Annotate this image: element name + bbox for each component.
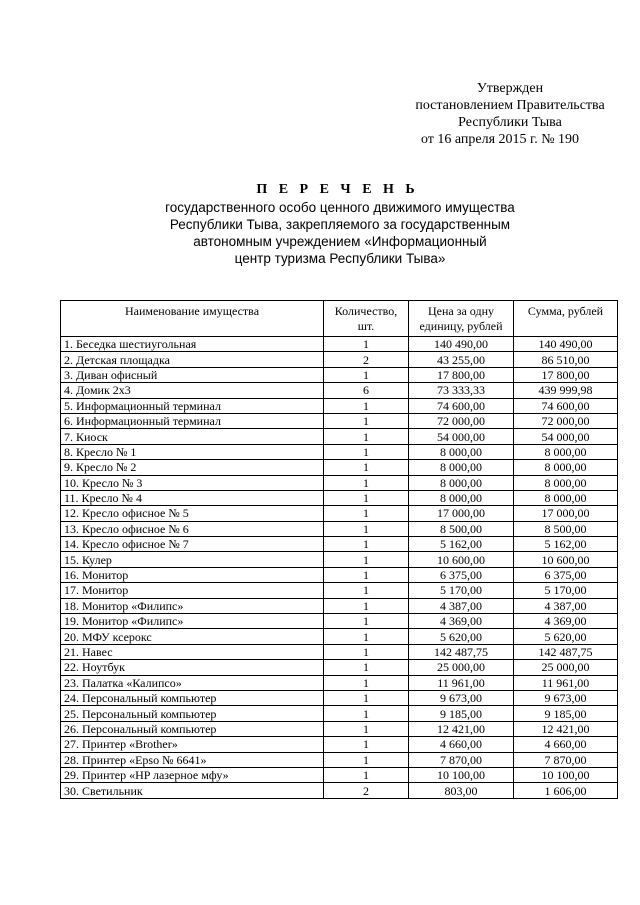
table-header-row <box>61 301 618 337</box>
cell-qty: 1 <box>324 614 409 629</box>
cell-qty: 1 <box>324 706 409 721</box>
cell-sum: 10 100,00 <box>514 767 618 782</box>
cell-sum: 7 870,00 <box>514 752 618 767</box>
cell-price: 17 800,00 <box>409 367 514 382</box>
cell-name: 22. Ноутбук <box>61 660 324 675</box>
cell-sum: 74 600,00 <box>514 398 618 413</box>
header-qty: Количество, шт. <box>324 301 409 337</box>
cell-sum: 142 487,75 <box>514 644 618 659</box>
table-row <box>61 675 618 690</box>
cell-price: 11 961,00 <box>409 675 514 690</box>
cell-name: 29. Принтер «HP лазерное мфу» <box>61 767 324 782</box>
table-row <box>61 690 618 705</box>
cell-qty: 1 <box>324 675 409 690</box>
cell-name: 5. Информационный терминал <box>61 398 324 413</box>
table-row <box>61 398 618 413</box>
cell-sum: 140 490,00 <box>514 337 618 352</box>
table-row <box>61 721 618 736</box>
cell-qty: 1 <box>324 506 409 521</box>
cell-name: 16. Монитор <box>61 567 324 582</box>
cell-price: 4 387,00 <box>409 598 514 613</box>
cell-qty: 1 <box>324 567 409 582</box>
cell-name: 9. Кресло № 2 <box>61 460 324 475</box>
cell-price: 73 333,33 <box>409 383 514 398</box>
cell-qty: 1 <box>324 660 409 675</box>
cell-price: 8 000,00 <box>409 490 514 505</box>
cell-sum: 8 500,00 <box>514 521 618 536</box>
header-price: Цена за одну единицу, рублей <box>409 301 514 337</box>
cell-sum: 17 000,00 <box>514 506 618 521</box>
cell-price: 54 000,00 <box>409 429 514 444</box>
subtitle-line-4: центр туризма Республики Тыва» <box>234 251 446 266</box>
cell-sum: 12 421,00 <box>514 721 618 736</box>
approval-line-3: Республики Тыва <box>458 115 562 130</box>
cell-name: 14. Кресло офисное № 7 <box>61 537 324 552</box>
cell-name: 27. Принтер «Brother» <box>61 737 324 752</box>
cell-sum: 11 961,00 <box>514 675 618 690</box>
cell-name: 8. Кресло № 1 <box>61 444 324 459</box>
subtitle-line-3: автономным учреждением «Информационный <box>193 234 487 249</box>
cell-sum: 10 600,00 <box>514 552 618 567</box>
table-row <box>61 475 618 490</box>
cell-name: 10. Кресло № 3 <box>61 475 324 490</box>
cell-name: 19. Монитор «Филипс» <box>61 614 324 629</box>
cell-price: 7 870,00 <box>409 752 514 767</box>
cell-name: 30. Светильник <box>61 783 324 798</box>
property-table <box>60 300 618 799</box>
cell-name: 4. Домик 2х3 <box>61 383 324 398</box>
cell-price: 5 170,00 <box>409 583 514 598</box>
cell-price: 5 162,00 <box>409 537 514 552</box>
table-row <box>61 644 618 659</box>
cell-qty: 1 <box>324 537 409 552</box>
cell-qty: 1 <box>324 490 409 505</box>
cell-price: 10 100,00 <box>409 767 514 782</box>
cell-name: 12. Кресло офисное № 5 <box>61 506 324 521</box>
table-row <box>61 706 618 721</box>
cell-sum: 1 606,00 <box>514 783 618 798</box>
table-row <box>61 629 618 644</box>
table-row <box>61 598 618 613</box>
table-row <box>61 506 618 521</box>
approval-block <box>400 80 620 148</box>
table-row <box>61 352 618 367</box>
cell-qty: 1 <box>324 767 409 782</box>
document-title: П Е Р Е Ч Е Н Ь <box>256 182 419 197</box>
cell-sum: 439 999,98 <box>514 383 618 398</box>
table-row <box>61 614 618 629</box>
cell-name: 3. Диван офисный <box>61 367 324 382</box>
cell-price: 4 660,00 <box>409 737 514 752</box>
cell-sum: 5 162,00 <box>514 537 618 552</box>
table-row <box>61 521 618 536</box>
cell-name: 28. Принтер «Epso № 6641» <box>61 752 324 767</box>
cell-price: 12 421,00 <box>409 721 514 736</box>
table-row <box>61 660 618 675</box>
cell-name: 15. Кулер <box>61 552 324 567</box>
cell-name: 20. МФУ ксерокс <box>61 629 324 644</box>
table-row <box>61 752 618 767</box>
table-row <box>61 737 618 752</box>
table-row <box>61 552 618 567</box>
table-row <box>61 429 618 444</box>
cell-name: 26. Персональный компьютер <box>61 721 324 736</box>
cell-price: 9 185,00 <box>409 706 514 721</box>
cell-price: 17 000,00 <box>409 506 514 521</box>
cell-name: 17. Монитор <box>61 583 324 598</box>
cell-name: 21. Навес <box>61 644 324 659</box>
cell-qty: 1 <box>324 629 409 644</box>
cell-price: 74 600,00 <box>409 398 514 413</box>
cell-qty: 1 <box>324 460 409 475</box>
table-row <box>61 367 618 382</box>
cell-sum: 4 369,00 <box>514 614 618 629</box>
table-row <box>61 337 618 352</box>
cell-qty: 6 <box>324 383 409 398</box>
cell-qty: 1 <box>324 598 409 613</box>
table-row <box>61 583 618 598</box>
cell-price: 4 369,00 <box>409 614 514 629</box>
cell-sum: 9 185,00 <box>514 706 618 721</box>
table-row <box>61 567 618 582</box>
cell-qty: 1 <box>324 475 409 490</box>
cell-price: 5 620,00 <box>409 629 514 644</box>
cell-qty: 1 <box>324 429 409 444</box>
subtitle-line-1: государственного особо ценного движимого имущества <box>165 200 515 215</box>
cell-price: 25 000,00 <box>409 660 514 675</box>
table-row <box>61 383 618 398</box>
cell-name: 23. Палатка «Калипсо» <box>61 675 324 690</box>
cell-sum: 8 000,00 <box>514 460 618 475</box>
cell-sum: 5 620,00 <box>514 629 618 644</box>
approval-line-2: постановлением Правительства <box>415 98 605 113</box>
cell-sum: 4 660,00 <box>514 737 618 752</box>
cell-qty: 1 <box>324 521 409 536</box>
cell-name: 13. Кресло офисное № 6 <box>61 521 324 536</box>
table-row <box>61 444 618 459</box>
cell-price: 6 375,00 <box>409 567 514 582</box>
cell-qty: 1 <box>324 444 409 459</box>
cell-sum: 54 000,00 <box>514 429 618 444</box>
table-row <box>61 490 618 505</box>
cell-name: 6. Информационный терминал <box>61 413 324 428</box>
cell-name: 2. Детская площадка <box>61 352 324 367</box>
cell-sum: 8 000,00 <box>514 475 618 490</box>
cell-price: 43 255,00 <box>409 352 514 367</box>
cell-name: 18. Монитор «Филипс» <box>61 598 324 613</box>
table-row <box>61 767 618 782</box>
cell-price: 142 487,75 <box>409 644 514 659</box>
approval-line-4: от 16 апреля 2015 г. № 190 <box>420 132 580 147</box>
cell-name: 11. Кресло № 4 <box>61 490 324 505</box>
table-row <box>61 537 618 552</box>
cell-price: 8 000,00 <box>409 444 514 459</box>
document-heading <box>110 181 570 267</box>
cell-qty: 1 <box>324 552 409 567</box>
cell-sum: 86 510,00 <box>514 352 618 367</box>
cell-name: 1. Беседка шестиугольная <box>61 337 324 352</box>
cell-sum: 25 000,00 <box>514 660 618 675</box>
cell-qty: 2 <box>324 783 409 798</box>
header-name: Наименование имущества <box>61 301 324 337</box>
cell-price: 8 000,00 <box>409 460 514 475</box>
cell-sum: 8 000,00 <box>514 444 618 459</box>
cell-price: 8 500,00 <box>409 521 514 536</box>
cell-sum: 5 170,00 <box>514 583 618 598</box>
cell-qty: 1 <box>324 721 409 736</box>
cell-name: 24. Персональный компьютер <box>61 690 324 705</box>
table-row <box>61 413 618 428</box>
cell-qty: 1 <box>324 398 409 413</box>
cell-qty: 1 <box>324 690 409 705</box>
cell-sum: 9 673,00 <box>514 690 618 705</box>
cell-sum: 6 375,00 <box>514 567 618 582</box>
cell-qty: 1 <box>324 367 409 382</box>
cell-price: 803,00 <box>409 783 514 798</box>
cell-qty: 2 <box>324 352 409 367</box>
header-sum: Сумма, рублей <box>514 301 618 337</box>
cell-price: 72 000,00 <box>409 413 514 428</box>
cell-qty: 1 <box>324 337 409 352</box>
cell-sum: 8 000,00 <box>514 490 618 505</box>
cell-qty: 1 <box>324 583 409 598</box>
cell-name: 7. Киоск <box>61 429 324 444</box>
cell-qty: 1 <box>324 752 409 767</box>
table-row <box>61 783 618 798</box>
cell-name: 25. Персональный компьютер <box>61 706 324 721</box>
cell-qty: 1 <box>324 413 409 428</box>
cell-price: 140 490,00 <box>409 337 514 352</box>
subtitle-line-2: Республики Тыва, закрепляемого за государственным <box>169 217 511 232</box>
cell-sum: 72 000,00 <box>514 413 618 428</box>
cell-price: 8 000,00 <box>409 475 514 490</box>
cell-sum: 4 387,00 <box>514 598 618 613</box>
cell-price: 9 673,00 <box>409 690 514 705</box>
cell-qty: 1 <box>324 644 409 659</box>
approval-line-1: Утвержден <box>476 81 544 96</box>
table-row <box>61 460 618 475</box>
cell-sum: 17 800,00 <box>514 367 618 382</box>
cell-qty: 1 <box>324 737 409 752</box>
cell-price: 10 600,00 <box>409 552 514 567</box>
